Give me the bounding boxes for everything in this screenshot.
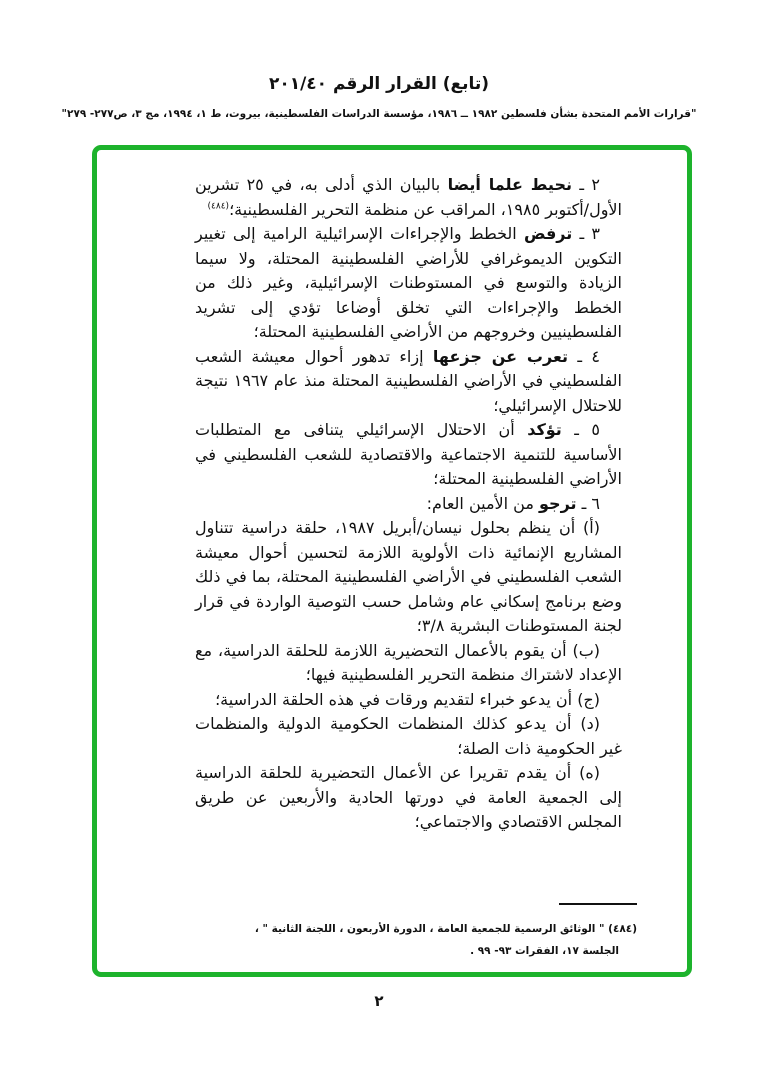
paragraph xyxy=(195,688,622,713)
paragraph-keyword: تؤكد xyxy=(527,420,562,439)
page-number: ٢ xyxy=(374,992,384,1010)
paragraph-text: بالبيان الذي أدلى به، في ٢٥ تشرين الأول/أكتوبر ١٩٨٥، المراقب عن منظمة التحرير الفلسطينية؛ xyxy=(195,175,622,219)
paragraph xyxy=(195,222,622,345)
paragraph-text: ٦ ـ xyxy=(576,493,600,513)
footnote-line: (٤٨٤) " الوثائق الرسمية للجمعية العامة ، الدورة الأربعون ، اللجنة الثانية " ، xyxy=(254,923,637,935)
paragraph-text: أن الاحتلال الإسرائيلي يتنافى مع المتطلبات الأساسية للتنمية الاجتماعية والاقتصادية للشعب الفلسطيني في الأراضي الفلسطينية المحتلة؛ xyxy=(195,420,622,488)
resolution-body xyxy=(195,173,622,835)
paragraph-keyword: ترجو xyxy=(539,493,577,513)
paragraph-text: ٥ ـ xyxy=(561,420,600,439)
paragraph xyxy=(195,173,622,222)
paragraph-text: (د) أن يدعو كذلك المنظمات الحكومية الدولية والمنظمات غير الحكومية ذات الصلة؛ xyxy=(195,714,622,758)
paragraph-text: ٢ ـ xyxy=(572,175,601,194)
paragraph-text: إزاء تدهور أحوال معيشة الشعب الفلسطيني في الأراضي الفلسطينية المحتلة منذ عام ١٩٦٧ نتيجة للاحتلال الإسرائيلي؛ xyxy=(195,346,622,415)
paragraph-text: (ب) أن يقوم بالأعمال التحضيرية اللازمة للحلقة الدراسية، مع الإعداد لاشتراك منظمة التحرير الفلسطينية فيها؛ xyxy=(195,640,622,684)
paragraph-text: الخطط والإجراءات الإسرائيلية الرامية إلى تغيير التكوين الديموغرافي للأراضي الفلسطينية المحتلة، ولا سيما الزيادة والتوسع في المستوطنات الإسرائيلية، وغير ذلك من الخطط والإجراءات التي تخلق أوضاعا تؤدي إلى تشريد الفلسطينيين وخروجهم من الأراضي الفلسطينية المحتلة؛ xyxy=(195,224,622,341)
paragraph-text: من الأمين العام: xyxy=(426,493,540,513)
paragraph-text: (ه) أن يقدم تقريرا عن الأعمال التحضيرية للحلقة الدراسية إلى الجمعية العامة في دورتها الحادية والأربعين عن طريق المجلس الاقتصادي والاجتماعي؛ xyxy=(195,763,622,831)
paragraph-keyword: تعرب عن جزعها xyxy=(432,346,568,366)
paragraph-text: (أ) أن ينظم بحلول نيسان/أبريل ١٩٨٧، حلقة دراسية تتناول المشاريع الإنمائية ذات الأولوية اللازمة لتحسين أحوال معيشة الشعب الفلسطيني في الأراضي الفلسطينية المحتلة، بما في ذلك وضع برنامج إسكاني عام وشامل حسب التوصية الواردة في قرار لجنة المستوطنات البشرية ٣/٨؛ xyxy=(195,518,622,635)
paragraph xyxy=(195,639,622,688)
paragraph-text: (ج) أن يدعو خبراء لتقديم ورقات في هذه الحلقة الدراسية؛ xyxy=(215,689,600,709)
footnote xyxy=(195,903,637,962)
paragraph xyxy=(195,418,622,492)
paragraph-keyword: ترفض xyxy=(523,224,573,243)
footnote-separator xyxy=(559,903,637,905)
paragraph xyxy=(195,712,622,761)
paragraph-text: ٣ ـ xyxy=(572,224,600,243)
footnote-line: الجلسة ١٧، الفقرات ٩٣- ٩٩ . xyxy=(470,945,619,957)
paragraph-text: ٤ ـ xyxy=(568,346,601,366)
document-source-line: "قرارات الأمم المتحدة بشأن فلسطين ١٩٨٢ ــ ١٩٨٦، مؤسسة الدراسات الفلسطينية، بيروت، ط ١، ١٩٩٤، مج ٣، ص٢٧٧- ٢٧٩" xyxy=(61,108,697,120)
paragraph xyxy=(195,761,622,835)
document-title: (تابع) القرار الرقم ٢٠١/٤٠ xyxy=(268,74,490,94)
resolution-frame xyxy=(92,145,692,977)
footnote-reference: (٤٨٤) xyxy=(207,201,230,212)
paragraph xyxy=(195,345,622,419)
paragraph-keyword: نحيط علما أيضا xyxy=(447,175,572,194)
paragraph xyxy=(195,516,622,639)
paragraph xyxy=(195,492,622,517)
